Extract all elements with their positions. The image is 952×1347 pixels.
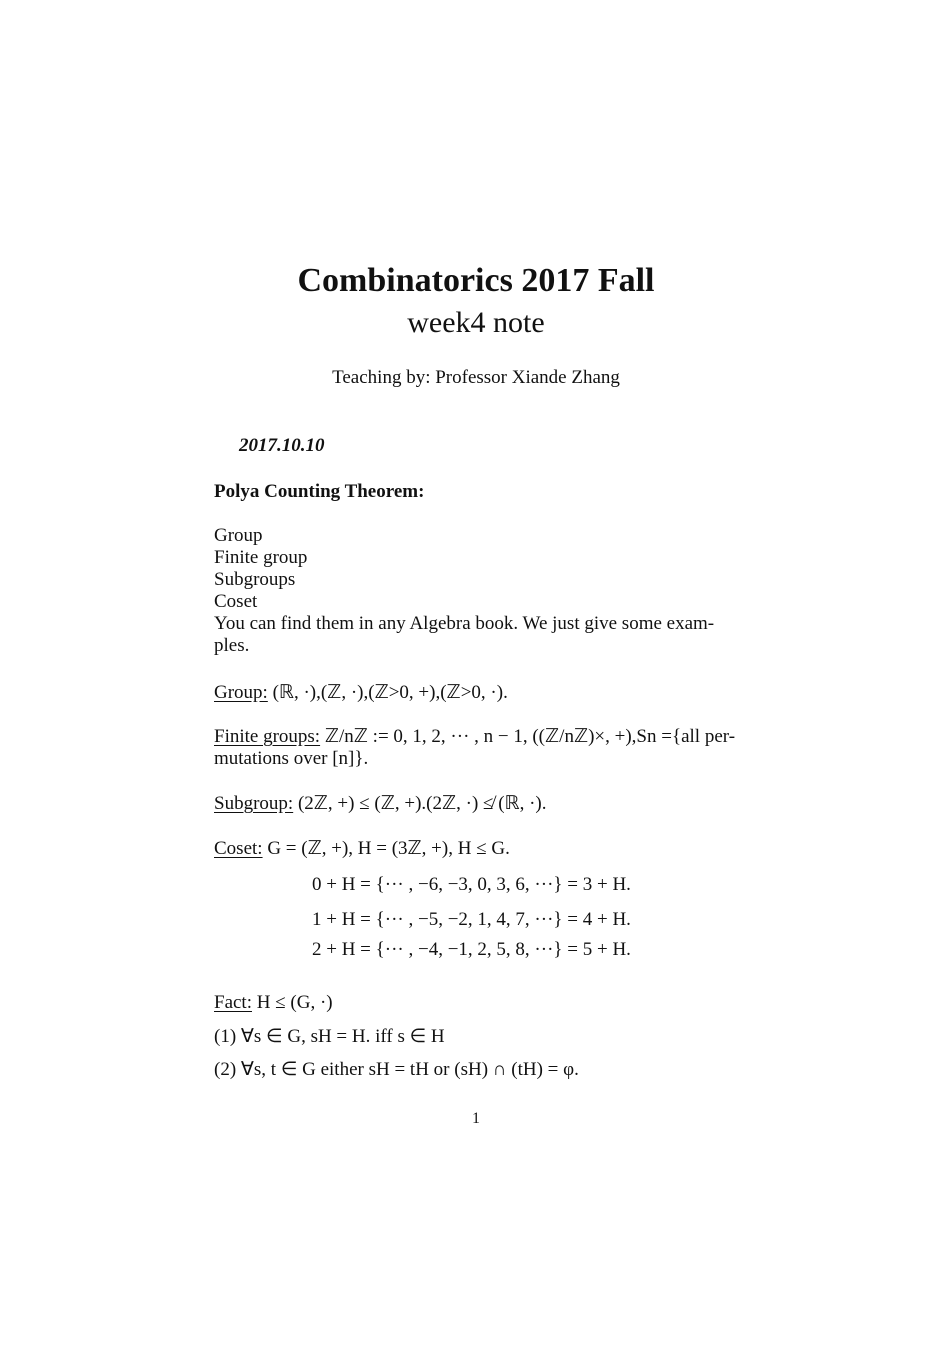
finite-groups-paragraph [214,726,774,770]
fact-item-2: (2) ∀s, t ∈ G either sH = tH or (sH) ∩ (tH) = φ. [214,1059,579,1080]
coset-label: Coset: [214,838,263,859]
group-label: Group: [214,682,268,703]
coset-equation-3: 2 + H = {··· , −4, −1, 2, 5, 8, ···} = 5 + H. [312,939,631,960]
lecture-date: 2017.10.10 [239,435,325,456]
subgroup-paragraph [214,793,774,815]
finite-groups-text-line2: mutations over [n]}. [214,748,369,769]
section-heading: Polya Counting Theorem: [214,481,425,502]
coset-equation-2: 1 + H = {··· , −5, −2, 1, 4, 7, ···} = 4 + H. [312,909,631,930]
intro-line-finite-group: Finite group [214,547,308,568]
subgroup-text: (2ℤ, +) ≤ (ℤ, +).(2ℤ, ·) ≰ (ℝ, ·). [293,793,547,814]
intro-block [214,525,774,657]
intro-line-coset: Coset [214,591,258,612]
page-number: 1 [472,1110,480,1127]
document-title: Combinatorics 2017 Fall [297,262,655,299]
intro-paragraph-line1: You can find them in any Algebra book. We just give some exam- [214,613,715,634]
fact-label: Fact: [214,992,252,1013]
coset-text: G = (ℤ, +), H = (3ℤ, +), H ≤ G. [262,838,510,859]
finite-groups-text-line1: ℤ/nℤ := 0, 1, 2, ··· , n − 1, ((ℤ/nℤ)×, +),Sn ={all per- [320,726,736,747]
fact-text: H ≤ (G, ·) [252,992,333,1013]
group-paragraph [214,682,774,704]
coset-paragraph [214,838,774,860]
intro-line-group: Group [214,525,263,546]
intro-line-subgroups: Subgroups [214,569,296,590]
subgroup-label: Subgroup: [214,793,294,814]
author-line: Teaching by: Professor Xiande Zhang [332,367,620,388]
fact-paragraph [214,992,774,1014]
group-text: (ℝ, ·),(ℤ, ·),(ℤ>0, +),(ℤ>0, ·). [267,682,508,703]
intro-paragraph-line2: ples. [214,635,250,656]
document-subtitle: week4 note [407,306,545,339]
finite-groups-label: Finite groups: [214,726,321,747]
fact-item-1: (1) ∀s ∈ G, sH = H. iff s ∈ H [214,1026,445,1047]
coset-equation-1: 0 + H = {··· , −6, −3, 0, 3, 6, ···} = 3 + H. [312,874,631,895]
